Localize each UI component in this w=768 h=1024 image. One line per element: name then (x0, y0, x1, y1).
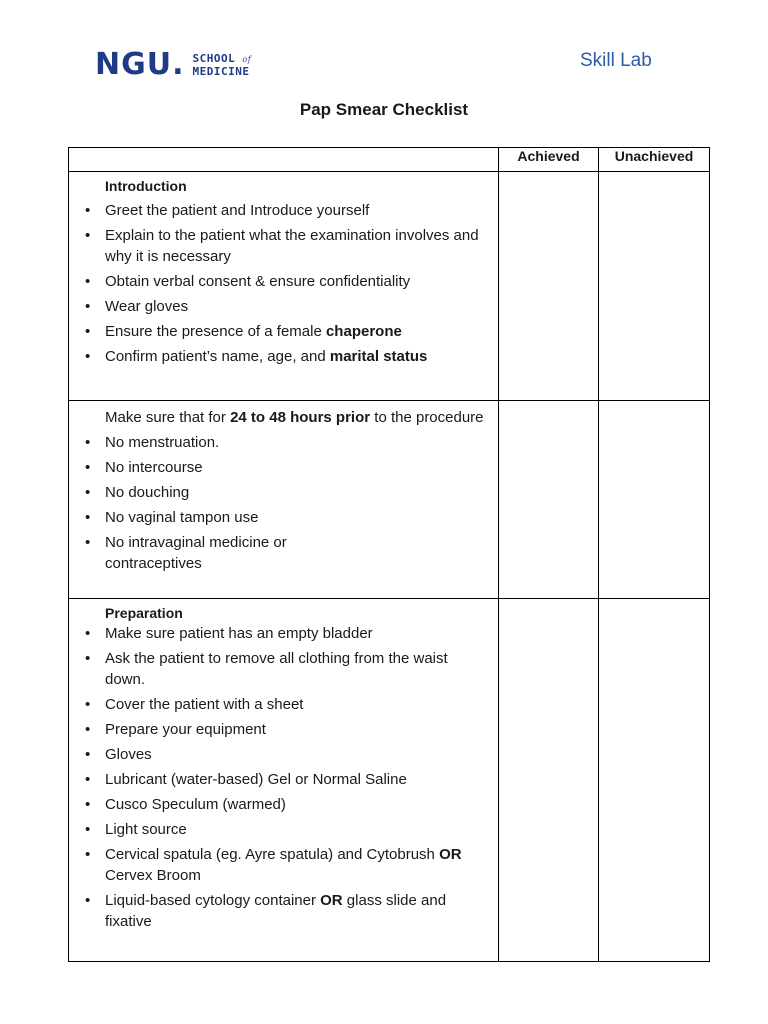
logo-ngu-text: NGU. (95, 47, 185, 82)
list-item (77, 346, 490, 367)
list-item: • Lubricant (water-based) Gel or Normal Saline (77, 769, 490, 790)
list-item: • No menstruation. (77, 432, 490, 453)
list-item: • Ask the patient to remove all clothing from the waist down. (77, 648, 490, 690)
list-item: • Prepare your equipment (77, 719, 490, 740)
skill-lab-label: Skill Lab (580, 50, 652, 71)
list-item: • Make sure patient has an empty bladder (77, 623, 490, 644)
section-introduction (69, 172, 499, 401)
item-text: Ensure the presence of a female (105, 323, 326, 340)
unachieved-checkbox-cell[interactable] (599, 401, 710, 599)
list-item: • Gloves (77, 744, 490, 765)
section-title: Introduction (105, 178, 187, 194)
logo-school-of-medicine (193, 53, 252, 78)
header-achieved: Achieved (499, 148, 599, 172)
logo-of-text: of (242, 54, 252, 64)
table-row (69, 599, 710, 962)
list-item (77, 844, 490, 886)
item-text: Cervical spatula (eg. Ayre spatula) and Cytobrush (105, 846, 440, 863)
list-item: • No vaginal tampon use (77, 507, 490, 528)
list-item: • Greet the patient and Introduce yourself (77, 200, 490, 221)
checklist-table (68, 147, 710, 962)
list-item: • Light source (77, 819, 490, 840)
item-text: Confirm patient’s name, age, and (105, 348, 330, 365)
table-row (69, 401, 710, 599)
logo-medicine-text: MEDICINE (192, 64, 250, 78)
section-intro (77, 407, 490, 428)
list-item: • No intercourse (77, 457, 490, 478)
school-logo (95, 47, 252, 82)
section-preparation (69, 599, 499, 962)
list-item: • Cusco Speculum (warmed) (77, 794, 490, 815)
intro-bold-text: 24 to 48 hours prior (230, 409, 371, 426)
unachieved-checkbox-cell[interactable] (599, 172, 710, 401)
item-text-end: Cervex Broom (105, 867, 201, 884)
list-item (77, 321, 490, 342)
table-row (69, 172, 710, 401)
achieved-checkbox-cell[interactable] (499, 599, 599, 962)
checklist-items (77, 623, 490, 932)
list-item: • No douching (77, 482, 490, 503)
item-text: Liquid-based cytology container (105, 892, 321, 909)
item-bold-text: OR (439, 846, 462, 863)
list-item: • Obtain verbal consent & ensure confidentiality (77, 271, 490, 292)
table-header-row (69, 148, 710, 172)
list-item: • No intravaginal medicine or contraceptives (77, 532, 315, 574)
logo-school-text: SCHOOL (192, 51, 236, 65)
list-item (77, 890, 490, 932)
intro-text-end: to the procedure (370, 409, 484, 426)
item-bold-text: OR (320, 892, 343, 909)
achieved-checkbox-cell[interactable] (499, 172, 599, 401)
document-title: Pap Smear Checklist (299, 100, 469, 119)
item-bold-text: marital status (329, 348, 428, 365)
unachieved-checkbox-cell[interactable] (599, 599, 710, 962)
item-text-end: glass slide and fixative (105, 892, 447, 930)
intro-text: Make sure that for (105, 409, 231, 426)
achieved-checkbox-cell[interactable] (499, 401, 599, 599)
section-title: Preparation (105, 605, 183, 621)
checklist-items (77, 200, 490, 367)
checklist-items (77, 432, 490, 574)
item-bold-text: chaperone (325, 323, 402, 340)
section-prior-conditions (69, 401, 499, 599)
header-unachieved: Unachieved (599, 148, 710, 172)
list-item: • Explain to the patient what the examination involves and why it is necessary (77, 225, 490, 267)
header-step-cell (69, 148, 499, 172)
list-item: • Wear gloves (77, 296, 490, 317)
list-item: • Cover the patient with a sheet (77, 694, 490, 715)
